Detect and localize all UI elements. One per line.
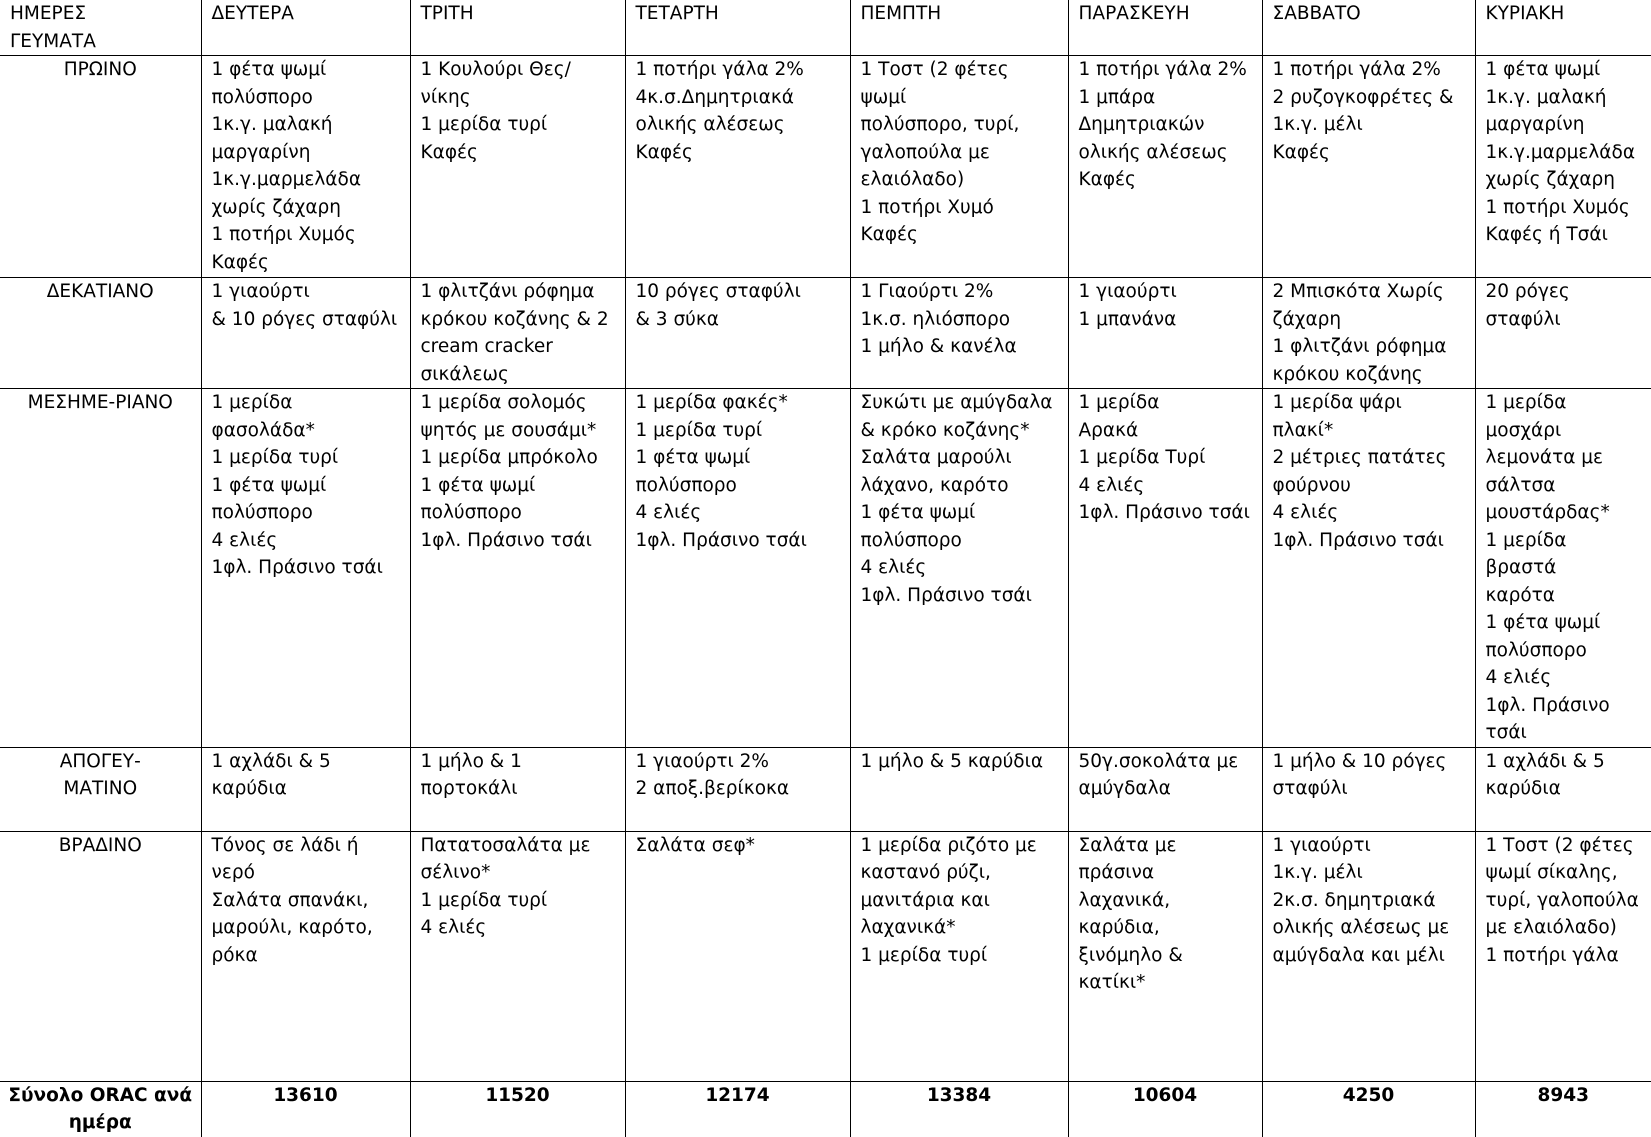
food-item: Καφές ή Τσάι (1485, 224, 1608, 245)
food-item: 1 φέτα ψωμί (1485, 59, 1601, 80)
food-item: 20 ρόγες σταφύλι (1485, 281, 1570, 330)
corner-line-days: ΗΜΕΡΕΣ (10, 3, 87, 24)
header-row (0, 0, 1651, 56)
meal-cell-dinner-saturday (1262, 831, 1475, 1081)
food-item: 1 φέτα ψωμί (211, 59, 327, 80)
food-item: 1 μπανάνα (1078, 308, 1177, 330)
meal-cell-breakfast-monday (201, 56, 410, 278)
food-item: κρόκου κοζάνης & 2 (420, 308, 609, 330)
food-item: πολύσπορο (420, 502, 522, 523)
food-item: 1φλ. Πράσινο τσάι (1272, 529, 1444, 551)
food-item: 1 Κουλούρι Θες/νίκης (420, 59, 571, 108)
food-item: 4 ελιές (635, 502, 702, 523)
meal-cell-dinner-tuesday (410, 831, 625, 1081)
food-item: 1 μερίδα Τυρί (1078, 447, 1206, 468)
food-item: μαργαρίνη (211, 141, 311, 163)
meal-cell-breakfast-thursday (850, 56, 1068, 278)
food-item: 1φλ. Πράσινο τσάι (420, 529, 592, 551)
meal-cell-lunch-saturday (1262, 389, 1475, 748)
food-item: 1 μερίδα φασολάδα* (211, 392, 315, 441)
meal-row-morning-snack (0, 278, 1651, 389)
orac-total-label-line: Σύνολο ORAC ανά (8, 1084, 193, 1106)
food-item: 4 ελιές (1272, 502, 1339, 523)
meal-label-afternoon-snack (0, 747, 201, 831)
food-item: 2 ρυζογκοφρέτες & (1272, 86, 1454, 108)
food-item: 1 αχλάδι & 5 (1485, 750, 1605, 772)
meal-cell-afternoon-snack-tuesday (410, 747, 625, 831)
meal-cell-dinner-sunday (1475, 831, 1651, 1081)
food-item: γαλοπούλα με (860, 141, 990, 163)
meal-label-lunch (0, 389, 201, 748)
day-header-saturday: ΣΑΒΒΑΤΟ (1262, 0, 1475, 56)
day-header-tuesday: ΤΡΙΤΗ (410, 0, 625, 56)
food-item: 4 ελιές (1485, 667, 1552, 688)
food-item: αμύγδαλα και μέλι (1272, 944, 1445, 966)
food-item: μαργαρίνη (1485, 114, 1585, 135)
food-item: Καφές (211, 251, 269, 273)
food-item: 1 μερίδα τυρί (211, 447, 339, 468)
food-item: Συκώτι με αμύγδαλα (860, 392, 1053, 413)
food-item: κρόκου κοζάνης (1272, 363, 1423, 385)
food-item: ρόκα (211, 944, 258, 966)
food-item: Καφές (420, 141, 478, 163)
orac-total-sunday: 8943 (1475, 1081, 1651, 1137)
food-item: 4κ.σ.Δημητριακά (635, 86, 794, 108)
food-item: 1 αχλάδι & 5 καρύδια (211, 750, 331, 799)
food-item: 1κ.γ.μαρμελάδα (211, 169, 362, 190)
food-item: Τόνος σε λάδι ή νερό (211, 834, 359, 883)
meal-cell-morning-snack-saturday (1262, 278, 1475, 389)
meal-cell-lunch-monday (201, 389, 410, 748)
food-item: καστανό ρύζι, (860, 862, 991, 883)
food-item: 1 φέτα ψωμί (860, 502, 976, 523)
orac-total-row (0, 1081, 1651, 1137)
food-item: 1 γιαούρτι (1078, 281, 1177, 302)
food-item: 1 Τοστ (2 φέτες (1485, 834, 1634, 856)
food-item: 1 μερίδα φακές* (635, 392, 788, 413)
food-item: μουστάρδας* (1485, 502, 1610, 523)
food-item: 1 γιαούρτι 2% (635, 750, 769, 772)
food-item: ολικής αλέσεως με (1272, 917, 1450, 938)
food-item: 4 ελιές (211, 529, 278, 551)
food-item: λαχανικά, καρύδια, (1078, 889, 1171, 938)
food-item: πολύσπορο (211, 86, 313, 108)
food-item: 1 μερίδα (1078, 392, 1160, 413)
meal-cell-lunch-friday (1068, 389, 1262, 748)
food-item: Σαλάτα με πράσινα (1078, 834, 1177, 883)
food-item: σάλτσα (1485, 474, 1556, 496)
food-item: τυρί, γαλοπούλα (1485, 889, 1639, 911)
food-item: 1 ποτήρι Χυμό (860, 196, 994, 218)
meal-cell-afternoon-snack-thursday (850, 747, 1068, 831)
food-item: Καφές (1078, 169, 1136, 190)
meal-cell-dinner-thursday (850, 831, 1068, 1081)
food-item: & κρόκο κοζάνης* (860, 419, 1030, 441)
food-item: 1 ποτήρι γάλα 2% (1272, 59, 1441, 80)
meal-row-lunch (0, 389, 1651, 748)
food-item: 50γ.σοκολάτα με (1078, 750, 1239, 772)
food-item: 1κ.σ. ηλιόσπορο (860, 308, 1011, 330)
food-item: λαχανικά* (860, 917, 956, 938)
food-item: 1 μήλο & 5 καρύδια (860, 750, 1044, 772)
food-item: 1φλ. Πράσινο τσάι (1078, 502, 1250, 523)
food-item: 1 ποτήρι γάλα 2% (635, 59, 804, 80)
meal-cell-morning-snack-friday (1068, 278, 1262, 389)
food-item: χωρίς ζάχαρη (211, 196, 342, 218)
food-item: 1 μερίδα τυρί (420, 114, 548, 135)
food-item: 1 μερίδα τυρί (635, 419, 763, 441)
food-item: 1 μερίδα βραστά (1485, 529, 1567, 578)
orac-total-wednesday: 12174 (625, 1081, 850, 1137)
meal-label-line: ΔΕΚΑΤΙΑΝΟ (46, 281, 154, 302)
food-item: Αρακά (1078, 419, 1139, 441)
meal-cell-breakfast-saturday (1262, 56, 1475, 278)
food-item: 1φλ. Πράσινο τσάι (1485, 694, 1610, 743)
meal-cell-morning-snack-tuesday (410, 278, 625, 389)
food-item: μαρούλι, καρότο, (211, 917, 373, 938)
meal-row-breakfast (0, 56, 1651, 278)
orac-total-saturday: 4250 (1262, 1081, 1475, 1137)
food-item: & 3 σύκα (635, 308, 719, 330)
food-item: 2 αποξ.βερίκοκα (635, 778, 790, 799)
food-item: 1 μερίδα τυρί (860, 944, 988, 966)
orac-total-monday: 13610 (201, 1081, 410, 1137)
food-item: 1 μερίδα μπρόκολο (420, 447, 598, 468)
food-item: 1 ποτήρι Χυμός (1485, 196, 1630, 218)
food-item: 1 μήλο & 1 πορτοκάλι (420, 750, 522, 799)
food-item: 1 Γιαούρτι 2% (860, 281, 994, 302)
food-item: 4 ελιές (420, 917, 487, 938)
food-item: 2 Μπισκότα Χωρίς (1272, 281, 1444, 302)
food-item: 1 Τοστ (2 φέτες ψωμί (860, 59, 1009, 108)
food-item: καρότα (1485, 584, 1555, 606)
food-item: καρύδια (1485, 778, 1561, 799)
orac-total-label (0, 1081, 201, 1137)
meal-label-line: ΠΡΩΙΝΟ (63, 59, 137, 80)
food-item: 1φλ. Πράσινο τσάι (635, 529, 807, 551)
food-item: 1 μερίδα σολομός (420, 392, 587, 413)
food-item: ζάχαρη (1272, 308, 1342, 330)
food-item: 1 φέτα ψωμί (635, 447, 751, 468)
meal-cell-lunch-tuesday (410, 389, 625, 748)
food-item: σικάλεως (420, 363, 509, 385)
meal-label-morning-snack (0, 278, 201, 389)
meal-label-breakfast (0, 56, 201, 278)
food-item: χωρίς ζάχαρη (1485, 169, 1616, 190)
corner-header-cell (0, 0, 201, 56)
food-item: 1 φέτα ψωμί (211, 474, 327, 496)
food-item: 1 γιαούρτι (211, 281, 310, 302)
food-item: 1 μερίδα μοσχάρι (1485, 392, 1567, 441)
food-item: σταφύλι (1272, 778, 1348, 799)
day-header-sunday: ΚΥΡΙΑΚΗ (1475, 0, 1651, 56)
meal-label-line: ΑΠΟΓΕΥ- (59, 750, 141, 772)
food-item: 1 ποτήρι Χυμός (211, 224, 356, 245)
food-item: & 10 ρόγες σταφύλι (211, 308, 398, 330)
food-item: 2κ.σ. δημητριακά (1272, 889, 1436, 911)
food-item: πολύσπορο (1485, 639, 1587, 661)
food-item: ψητός με σουσάμι* (420, 419, 597, 441)
food-item: 4 ελιές (860, 557, 927, 578)
food-item: 2 μέτριες πατάτες (1272, 447, 1447, 468)
food-item: πολύσπορο, τυρί, (860, 114, 1020, 135)
day-header-monday: ΔΕΥΤΕΡΑ (201, 0, 410, 56)
food-item: ψωμί σίκαλης, (1485, 862, 1618, 883)
food-item: 4 ελιές (1078, 474, 1145, 496)
meal-cell-breakfast-wednesday (625, 56, 850, 278)
food-item: πολύσπορο (635, 474, 737, 496)
orac-total-thursday: 13384 (850, 1081, 1068, 1137)
food-item: Καφές (635, 141, 693, 163)
day-header-friday: ΠΑΡΑΣΚΕΥΗ (1068, 0, 1262, 56)
meal-row-dinner (0, 831, 1651, 1081)
food-item: 1κ.γ.μαρμελάδα (1485, 141, 1636, 163)
meal-label-line: ΜΑΤΙΝΟ (63, 778, 138, 799)
meal-cell-morning-snack-thursday (850, 278, 1068, 389)
food-item: λάχανο, καρότο (860, 474, 1009, 496)
meal-cell-afternoon-snack-monday (201, 747, 410, 831)
orac-total-label-line: ημέρα (68, 1112, 132, 1133)
food-item: 1 μήλο & 10 ρόγες (1272, 750, 1447, 772)
meal-cell-lunch-thursday (850, 389, 1068, 748)
orac-total-friday: 10604 (1068, 1081, 1262, 1137)
food-item: 1 φλιτζάνι ρόφημα (420, 281, 595, 302)
food-item: cream cracker (420, 336, 553, 357)
meal-label-dinner (0, 831, 201, 1081)
meal-cell-afternoon-snack-saturday (1262, 747, 1475, 831)
meal-cell-afternoon-snack-friday (1068, 747, 1262, 831)
meal-cell-morning-snack-sunday (1475, 278, 1651, 389)
food-item: 1 φέτα ψωμί (1485, 612, 1601, 633)
food-item: 1κ.γ. μέλι (1272, 862, 1363, 883)
meal-cell-dinner-monday (201, 831, 410, 1081)
orac-total-tuesday: 11520 (410, 1081, 625, 1137)
meal-cell-afternoon-snack-sunday (1475, 747, 1651, 831)
food-item: Σαλάτα σπανάκι, (211, 889, 369, 911)
food-item: 1 μπάρα (1078, 86, 1156, 108)
food-item: 1 ποτήρι γάλα 2% (1078, 59, 1247, 80)
meal-cell-breakfast-tuesday (410, 56, 625, 278)
food-item: 1κ.γ. μέλι (1272, 114, 1363, 135)
food-item: σέλινο* (420, 862, 491, 883)
food-item: 1φλ. Πράσινο τσάι (860, 584, 1032, 606)
meal-cell-morning-snack-monday (201, 278, 410, 389)
food-item: με ελαιόλαδο) (1485, 917, 1617, 938)
food-item: 1φλ. Πράσινο τσάι (211, 557, 383, 578)
food-item: φούρνου (1272, 474, 1351, 496)
food-item: 10 ρόγες σταφύλι (635, 281, 801, 302)
food-item: Δημητριακών (1078, 114, 1205, 135)
food-item: Σαλάτα σεφ* (635, 834, 755, 856)
food-item: Σαλάτα μαρούλι (860, 447, 1012, 468)
food-item: 1 γιαούρτι (1272, 834, 1371, 856)
food-item: ολικής αλέσεως (1078, 141, 1228, 163)
day-header-wednesday: ΤΕΤΑΡΤΗ (625, 0, 850, 56)
meal-cell-lunch-wednesday (625, 389, 850, 748)
food-item: 1 μερίδα ριζότο με (860, 834, 1037, 856)
food-item: μανιτάρια και (860, 889, 990, 911)
food-item: πολύσπορο (860, 529, 962, 551)
meal-row-afternoon-snack (0, 747, 1651, 831)
meal-cell-dinner-friday (1068, 831, 1262, 1081)
food-item: 1 μήλο & κανέλα (860, 336, 1017, 357)
day-header-thursday: ΠΕΜΠΤΗ (850, 0, 1068, 56)
food-item: ξινόμηλο & κατίκι* (1078, 944, 1183, 993)
food-item: Πατατοσαλάτα με (420, 834, 591, 856)
food-item: 1κ.γ. μαλακή (1485, 86, 1607, 108)
food-item: 1 μερίδα τυρί (420, 889, 548, 911)
meal-cell-lunch-sunday (1475, 389, 1651, 748)
meal-cell-morning-snack-wednesday (625, 278, 850, 389)
meal-cell-dinner-wednesday (625, 831, 850, 1081)
food-item: αμύγδαλα (1078, 778, 1171, 799)
food-item: λεμονάτα με (1485, 447, 1604, 468)
meal-label-line: ΜΕΣΗΜΕ-ΡΙΑΝΟ (27, 392, 173, 413)
corner-line-meals: ΓΕΥΜΑΤΑ (10, 30, 96, 52)
food-item: ολικής αλέσεως (635, 114, 785, 135)
food-item: ελαιόλαδο) (860, 169, 965, 190)
meal-cell-breakfast-friday (1068, 56, 1262, 278)
food-item: 1 φέτα ψωμί (420, 474, 536, 496)
food-item: πολύσπορο (211, 502, 313, 523)
food-item: 1 μερίδα ψάρι πλακί* (1272, 392, 1402, 441)
meal-label-line: ΒΡΑΔΙΝΟ (58, 834, 142, 856)
food-item: 1 ποτήρι γάλα (1485, 944, 1619, 966)
food-item: 1κ.γ. μαλακή (211, 114, 333, 135)
food-item: Καφές (860, 224, 918, 245)
food-item: Καφές (1272, 141, 1330, 163)
meal-cell-afternoon-snack-wednesday (625, 747, 850, 831)
meal-cell-breakfast-sunday (1475, 56, 1651, 278)
food-item: 1 φλιτζάνι ρόφημα (1272, 336, 1447, 357)
